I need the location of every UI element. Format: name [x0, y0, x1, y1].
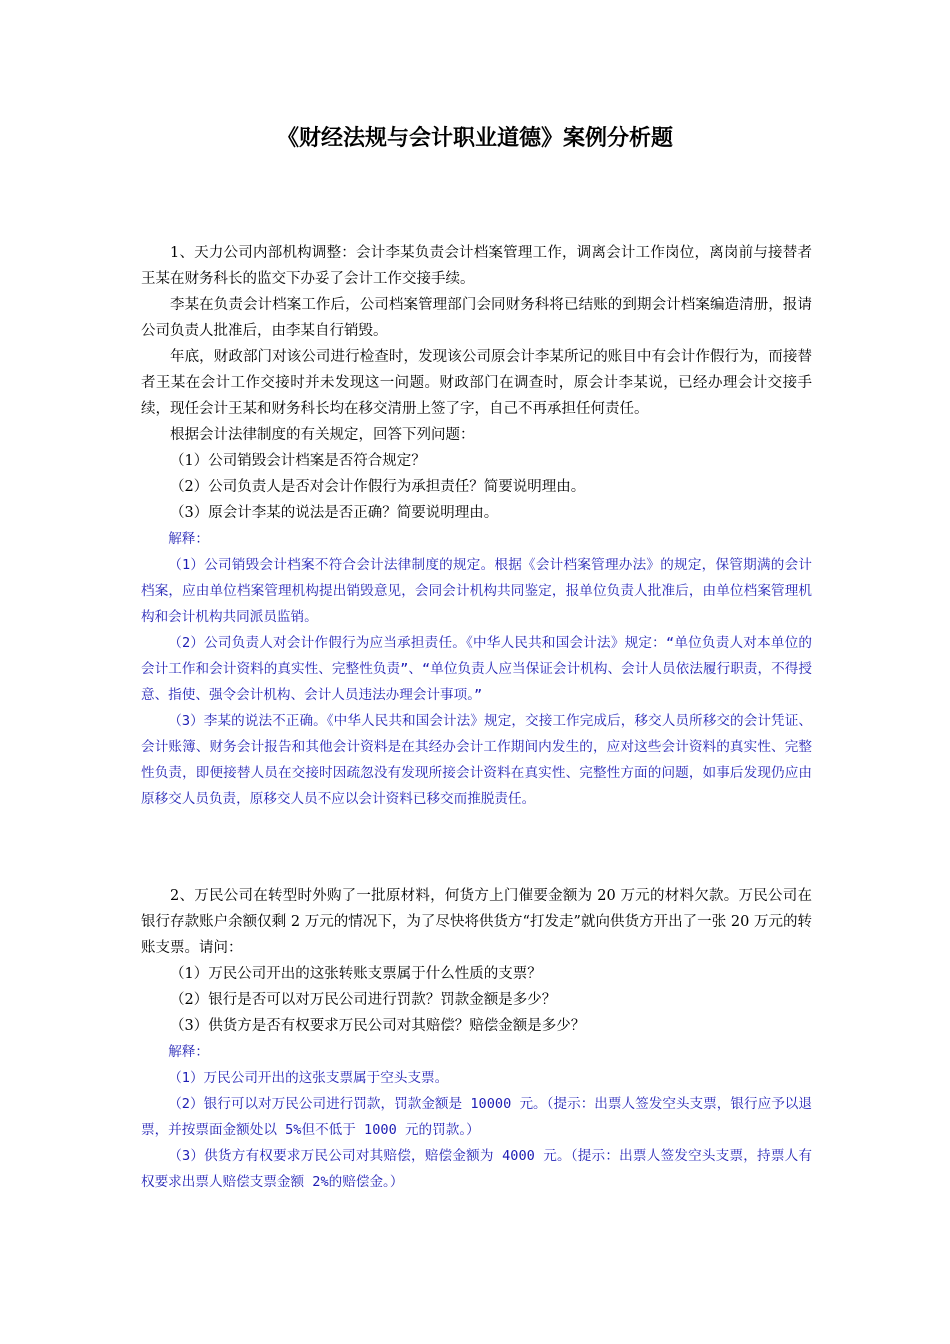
case-1-para-2: 李某在负责会计档案工作后，公司档案管理部门会同财务科将已结账的到期会计档案编造清册，报请公司负责人批准后，由李某自行销毁。: [141, 297, 812, 339]
case-2-intro: 2、万民公司在转型时外购了一批原材料，何货方上门催要金额为 20 万元的材料欠款。万民公司在银行存款账户余额仅剩 2 万元的情况下，为了尽快将供货方“打发走”就向供货方开出了一张 20 万元的转账支票。请问：: [141, 888, 812, 956]
case-1-answer-3: （3）李某的说法不正确。《中华人民共和国会计法》规定，交接工作完成后，移交人员所移交的会计凭证、会计账簿、财务会计报告和其他会计资料是在其经办会计工作期间内发生的，应对这些会计资料的真实性、完整性负责，即便接替人员在交接时因疏忽没有发现所接会计资料在真实性、完整性方面的问题，如事后发现仍应由原移交人员负责，原移交人员不应以会计资料已移交而推脱责任。: [141, 713, 812, 807]
case-2-answer-label: 解释：: [168, 1044, 209, 1060]
case-2-answer-1: （1）万民公司开出的这张支票属于空头支票。: [168, 1070, 449, 1086]
case-2-answer-2: （2）银行可以对万民公司进行罚款，罚款金额是 10000 元。（提示：出票人签发空头支票，银行应予以退票，并按票面金额处以 5%但不低于 1000 元的罚款。）: [141, 1096, 812, 1138]
case-1-question-3: （3）原会计李某的说法是否正确？简要说明理由。: [170, 505, 499, 521]
case-1: [141, 240, 812, 812]
case-2: [141, 883, 812, 1195]
case-1-answer-1: （1）公司销毁会计档案不符合会计法律制度的规定。根据《会计档案管理办法》的规定，保管期满的会计档案，应由单位档案管理机构提出销毁意见，会同会计机构共同鉴定，报单位负责人批准后，由单位档案管理机构和会计机构共同派员监销。: [141, 557, 812, 625]
case-1-para-3: 年底，财政部门对该公司进行检查时，发现该公司原会计李某所记的账目中有会计作假行为，而接替者王某在会计工作交接时并未发现这一问题。财政部门在调查时，原会计李某说，已经办理会计交接手续，现任会计王某和财务科长均在移交清册上签了字，自己不再承担任何责任。: [141, 349, 812, 417]
case-2-question-2: （2）银行是否可以对万民公司进行罚款？罚款金额是多少？: [170, 992, 557, 1008]
case-2-question-3: （3）供货方是否有权要求万民公司对其赔偿？赔偿金额是多少？: [170, 1018, 586, 1034]
case-1-prompt: 根据会计法律制度的有关规定，回答下列问题：: [170, 427, 475, 443]
case-2-question-1: （1）万民公司开出的这张转账支票属于什么性质的支票？: [170, 966, 542, 982]
case-1-answer-2: （2）公司负责人对会计作假行为应当承担责任。《中华人民共和国会计法》规定：“单位负责人对本单位的会计工作和会计资料的真实性、完整性负责”、“单位负责人应当保证会计机构、会计人员依法履行职责，不得授意、指使、强令会计机构、会计人员违法办理会计事项。”: [141, 635, 812, 703]
page-title: 《财经法规与会计职业道德》案例分析题: [276, 126, 673, 151]
case-1-question-2: （2）公司负责人是否对会计作假行为承担责任？简要说明理由。: [170, 479, 586, 495]
case-1-intro: 1、天力公司内部机构调整：会计李某负责会计档案管理工作，调离会计工作岗位，离岗前与接替者王某在财务科长的监交下办妥了会计工作交接手续。: [141, 245, 812, 287]
case-1-question-1: （1）公司销毁会计档案是否符合规定？: [170, 453, 426, 469]
case-1-answer-label: 解释：: [168, 531, 209, 547]
case-2-answer-3: （3）供货方有权要求万民公司对其赔偿，赔偿金额为 4000 元。（提示：出票人签发空头支票，持票人有权要求出票人赔偿支票金额 2%的赔偿金。）: [141, 1148, 812, 1190]
